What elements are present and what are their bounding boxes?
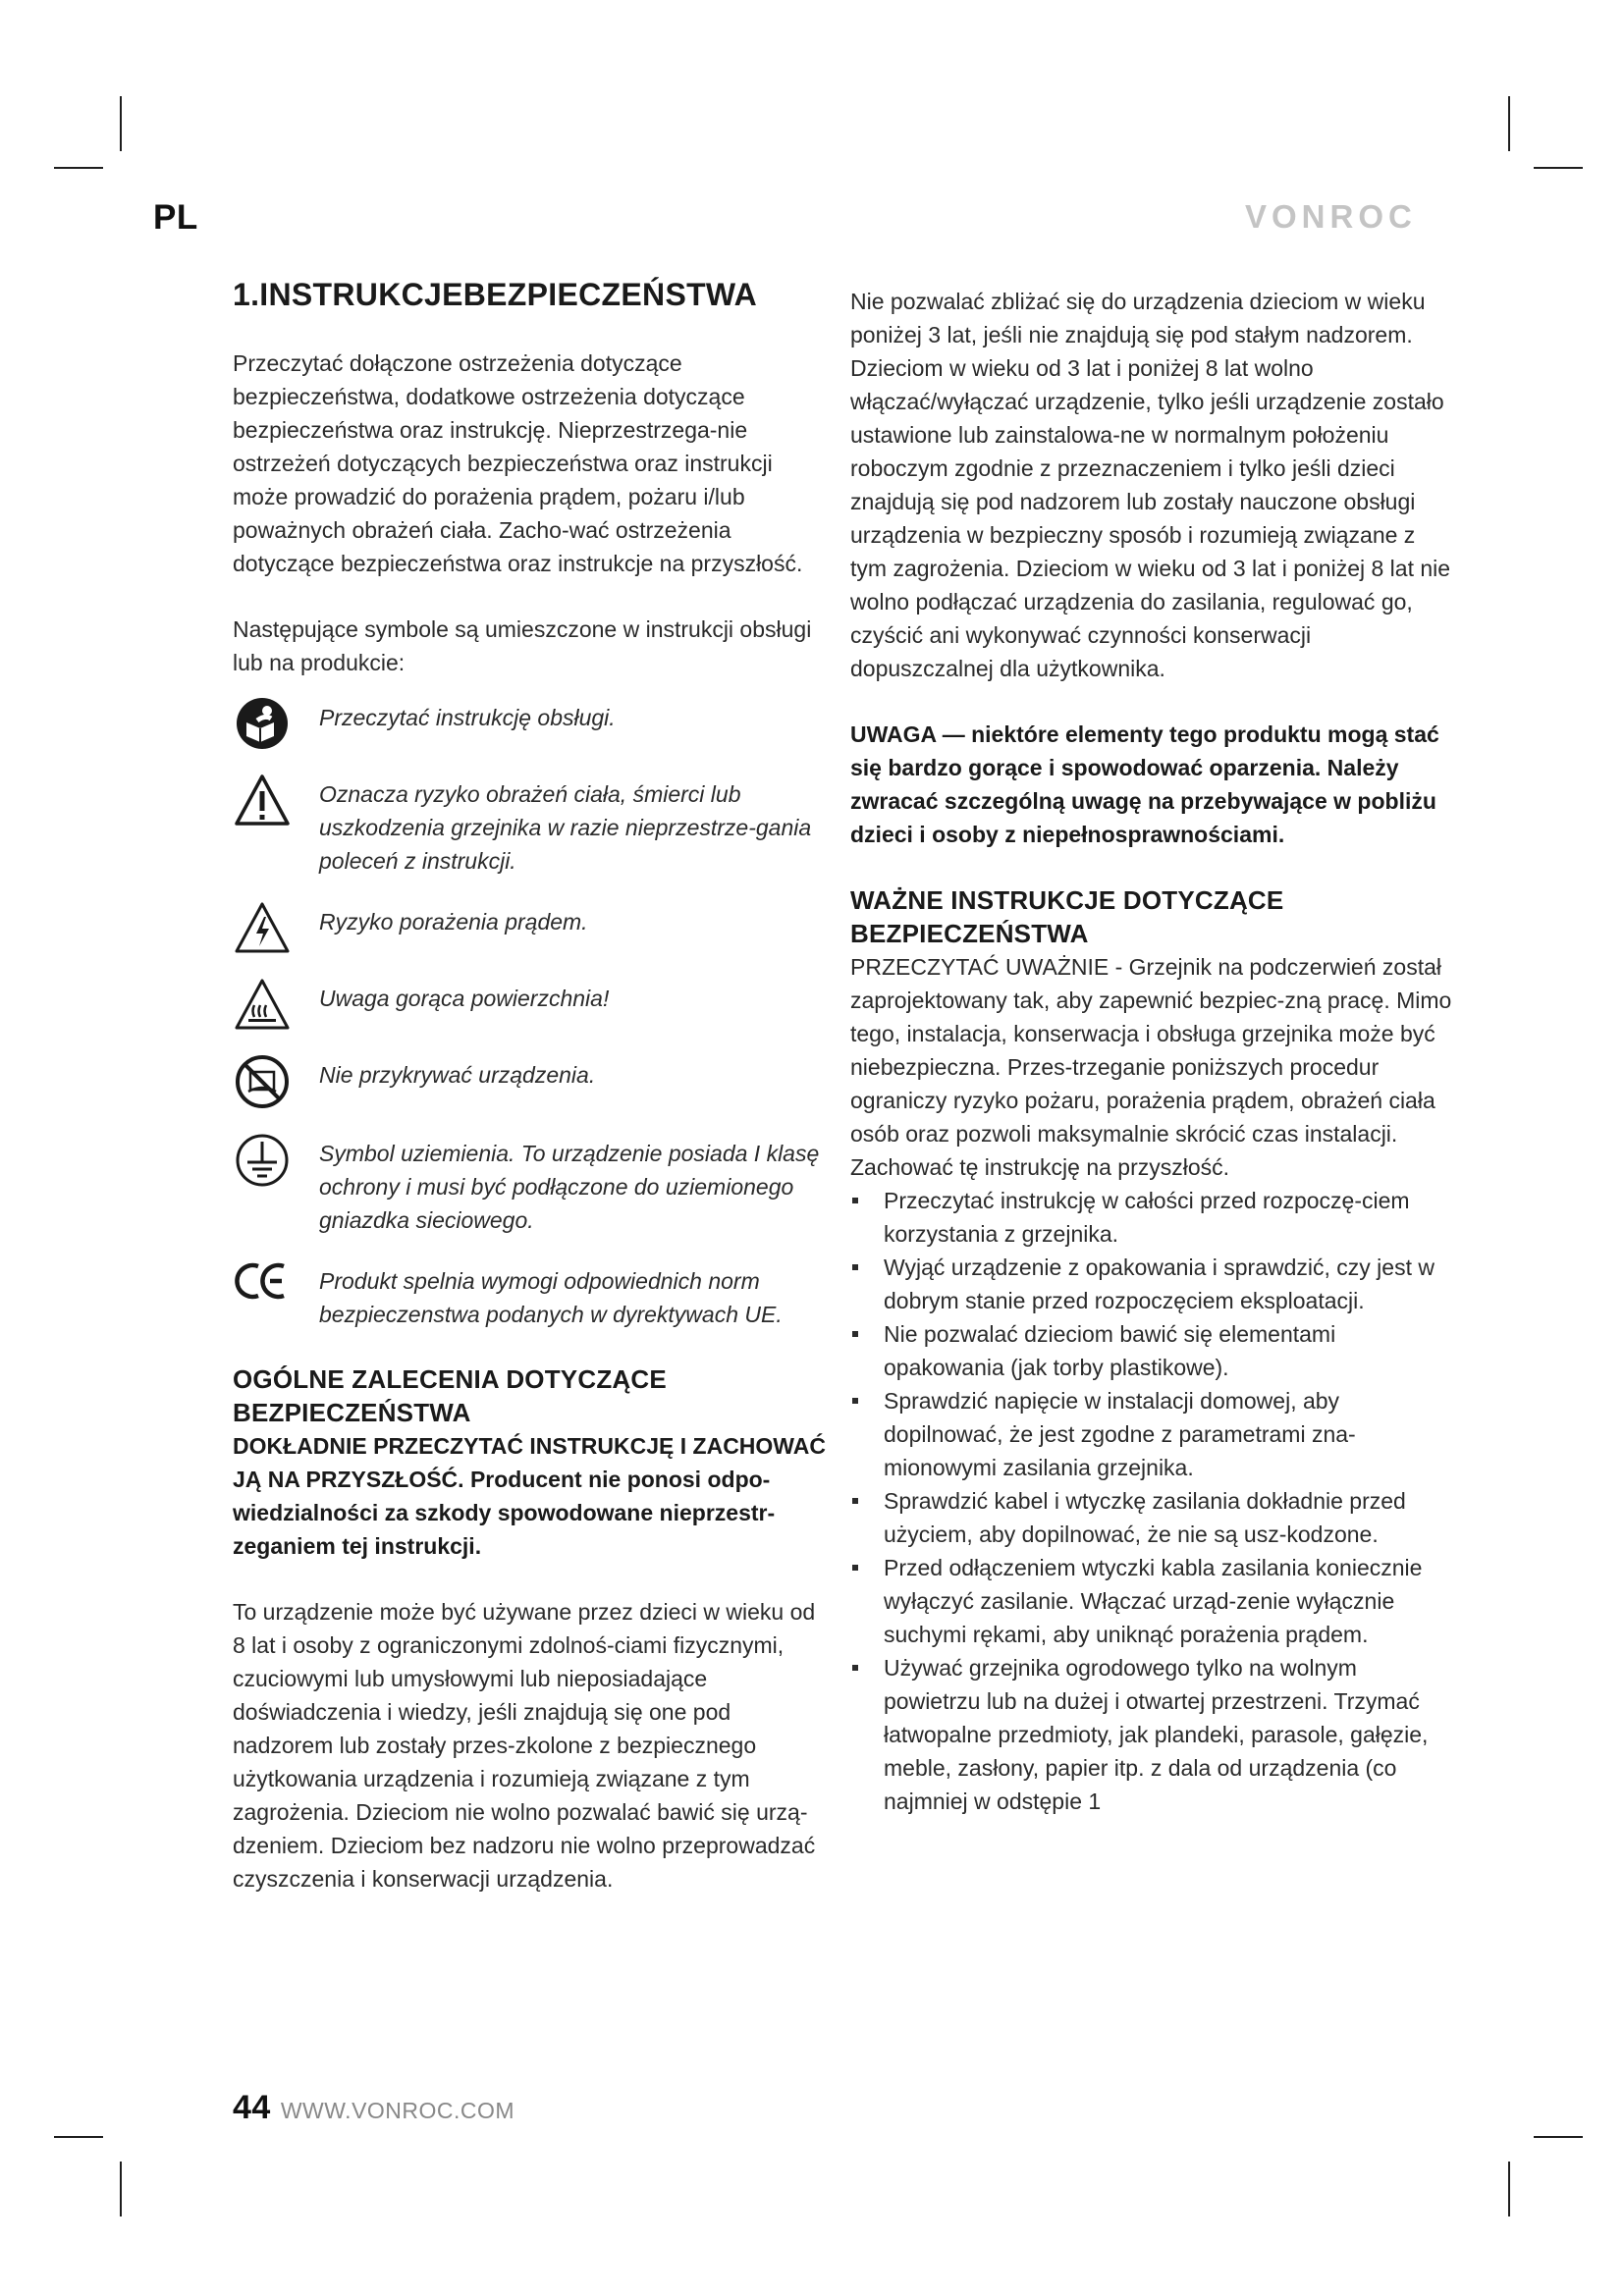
general-heading: OGÓLNE ZALECENIA DOTYCZĄCE BEZPIECZEŃSTWA xyxy=(233,1364,667,1427)
crop-mark xyxy=(1534,167,1583,169)
right-column xyxy=(850,285,1454,1818)
symbol-row xyxy=(233,1054,832,1109)
list-item: Wyjąć urządzenie z opakowania i sprawdzić, czy jest w dobrym stanie przed rozpoczęciem eksploatacji. xyxy=(850,1251,1454,1317)
symbols-intro: Następujące symbole są umieszczone w instrukcji obsługi lub na produkcie: xyxy=(233,616,812,675)
language-code: PL xyxy=(153,198,198,237)
do-not-cover-icon xyxy=(235,1054,290,1109)
important-text: Grzejnik na podczerwień został zaprojektowany tak, aby zapewnić bezpiec-zną pracę. Mimo tego, instalacja, konserwacja i obsługa grzejnika może być niebezpieczna. Przes-trzeganie poniższych procedur ograniczy ryzyko pożaru, porażenia prądem, obrażeń ciała osób oraz pozwoli maksymalnie skrócić czas instalacji. Zachować tę instrukcję na przyszłość. xyxy=(850,954,1452,1180)
left-column xyxy=(233,277,832,1896)
symbol-row xyxy=(233,1260,832,1331)
symbol-row xyxy=(233,697,832,750)
symbol-text: Ryzyko porażenia prądem. xyxy=(319,909,588,934)
crop-mark xyxy=(1508,2162,1510,2216)
crop-mark xyxy=(120,96,122,151)
page-footer xyxy=(233,2089,514,2127)
symbol-row xyxy=(233,978,832,1031)
page-number: 44 xyxy=(233,2089,271,2126)
children-paragraph: To urządzenie może być używane przez dzieci w wieku od 8 lat i osoby z ograniczonymi zdolnoś-ciami fizycznymi, czuciowymi lub umysłowymi lub nieposiadające doświadczenia i wiedzy, jeśli znajdują się one pod nadzorem lub zostały przes-zkolone z bezpiecznego użytkowania urządzenia i rozumieją związane z tym zagrożenia. Dzieciom nie wolno pozwalać bawić się urzą- dzeniem. Dzieciom bez nadzoru nie wolno przeprowadzać czyszczenia i konserwacji urządzenia. xyxy=(233,1599,816,1892)
list-item: Nie pozwalać dzieciom bawić się elementami opakowania (jak torby plastikowe). xyxy=(850,1317,1454,1384)
crop-mark xyxy=(120,2162,122,2216)
list-item: Przeczytać instrukcję w całości przed rozpoczę-ciem korzystania z grzejnika. xyxy=(850,1184,1454,1251)
list-item: Przed odłączeniem wtyczki kabla zasilania koniecznie wyłączyć zasilanie. Włączać urząd-zenie wyłącznie suchymi rękami, aby uniknąć porażenia prądem. xyxy=(850,1551,1454,1651)
ce-mark-icon xyxy=(235,1260,290,1302)
general-bold-text: Producent nie ponosi odpo-wiedzialności za szkody spowodowane nieprzestr-zeganiem tej instrukcji. xyxy=(233,1467,776,1559)
list-item: Używać grzejnika ogrodowego tylko na wolnym powietrzu lub na dużej i otwartej przestrzeni. Trzymać łatwopalne przedmioty, jak plandeki, parasole, gałęzie, meble, zasłony, papier itp. z dala od urządzenia (co najmniej w odstępie 1 xyxy=(850,1651,1454,1818)
crop-mark xyxy=(1508,96,1510,151)
symbol-row xyxy=(233,774,832,878)
hot-surface-icon xyxy=(234,978,291,1031)
symbol-row xyxy=(233,1133,832,1237)
list-item: Sprawdzić kabel i wtyczkę zasilania dokładnie przed użyciem, aby dopilnować, że nie są usz-kodzone. xyxy=(850,1484,1454,1551)
intro-paragraph: Przeczytać dołączone ostrzeżenia dotyczące bezpieczeństwa, dodatkowe ostrzeżenia dotyczące bezpieczeństwa oraz instrukcję. Nieprzestrzega-nie ostrzeżeń dotyczących bezpieczeństwa oraz instrukcji może prowadzić do porażenia prądem, pożaru i/lub poważnych obrażeń ciała. Zacho-wać ostrzeżenia dotyczące bezpieczeństwa oraz instrukcje na przyszłość. xyxy=(233,350,803,576)
symbol-row xyxy=(233,901,832,954)
instruction-list xyxy=(850,1184,1454,1818)
crop-mark xyxy=(54,2136,103,2138)
children-paragraph-right: Nie pozwalać zbliżać się do urządzenia dzieciom w wieku poniżej 3 lat, jeśli nie znajdują się pod stałym nadzorem. Dzieciom w wieku od 3 lat i poniżej 8 lat wolno włączać/wyłączać urządzenie, tylko jeśli urządzenie zostało ustawione lub zainstalowa-ne w normalnym położeniu roboczym zgodnie z przeznaczeniem i tylko jeśli dzieci znajdują się pod nadzorem lub zostały nauczone obsługi urządzenia w bezpieczny sposób i rozumieją związane z tym zagrożenia. Dzieciom w wieku od 3 lat i poniżej 8 lat nie wolno podłączać urządzenia do zasilania, regulować go, czyścić ani wykonywać czynności konserwacji dopuszczalnej dla użytkownika. xyxy=(850,289,1451,681)
symbol-text: Przeczytać instrukcję obsługi. xyxy=(319,705,616,730)
important-heading: WAŻNE INSTRUKCJE DOTYCZĄCE BEZPIECZEŃSTWA xyxy=(850,885,1284,948)
brand-logo: VONROC xyxy=(1245,198,1417,235)
important-lead: PRZECZYTAĆ UWAŻNIE - xyxy=(850,954,1123,980)
electric-shock-icon xyxy=(234,901,291,954)
general-bold-paragraph xyxy=(233,1429,832,1563)
warning-icon xyxy=(234,774,291,827)
important-paragraph xyxy=(850,950,1454,1184)
list-item: Sprawdzić napięcie w instalacji domowej, aby dopilnować, że jest zgodne z parametrami zna-mionowymi zasilania grzejnika. xyxy=(850,1384,1454,1484)
general-bold-caps: DOKŁADNIE PRZECZYTAĆ INSTRUKCJĘ I ZACHOWAĆ JĄ NA PRZYSZŁOŚĆ. xyxy=(233,1433,826,1492)
symbol-text: Oznacza ryzyko obrażeń ciała, śmierci lub uszkodzenia grzejnika w razie nieprzestrze-gania poleceń z instrukcji. xyxy=(319,781,812,874)
section-title: 1.INSTRUKCJEBEZPIECZEŃSTWA xyxy=(233,277,758,312)
crop-mark xyxy=(54,167,103,169)
symbol-text: Uwaga gorąca powierzchnia! xyxy=(319,986,610,1011)
read-manual-icon xyxy=(236,697,289,750)
earth-ground-icon xyxy=(235,1133,290,1188)
symbol-text: Nie przykrywać urządzenia. xyxy=(319,1062,596,1088)
warning-paragraph: UWAGA — niektóre elementy tego produktu mogą stać się bardzo gorące i spowodować oparzenia. Należy zwracać szczególną uwagę na przebywające w pobliżu dzieci i osoby z niepełnosprawnościami. xyxy=(850,721,1439,847)
symbol-text: Symbol uziemienia. To urządzenie posiada I klasę ochrony i musi być podłączone do uziemionego gniazdka sieciowego. xyxy=(319,1141,820,1233)
footer-url[interactable]: WWW.VONROC.COM xyxy=(280,2098,515,2123)
symbol-text: Produkt spelnia wymogi odpowiednich norm bezpieczenstwa podanych w dyrektywach UE. xyxy=(319,1268,783,1327)
crop-mark xyxy=(1534,2136,1583,2138)
